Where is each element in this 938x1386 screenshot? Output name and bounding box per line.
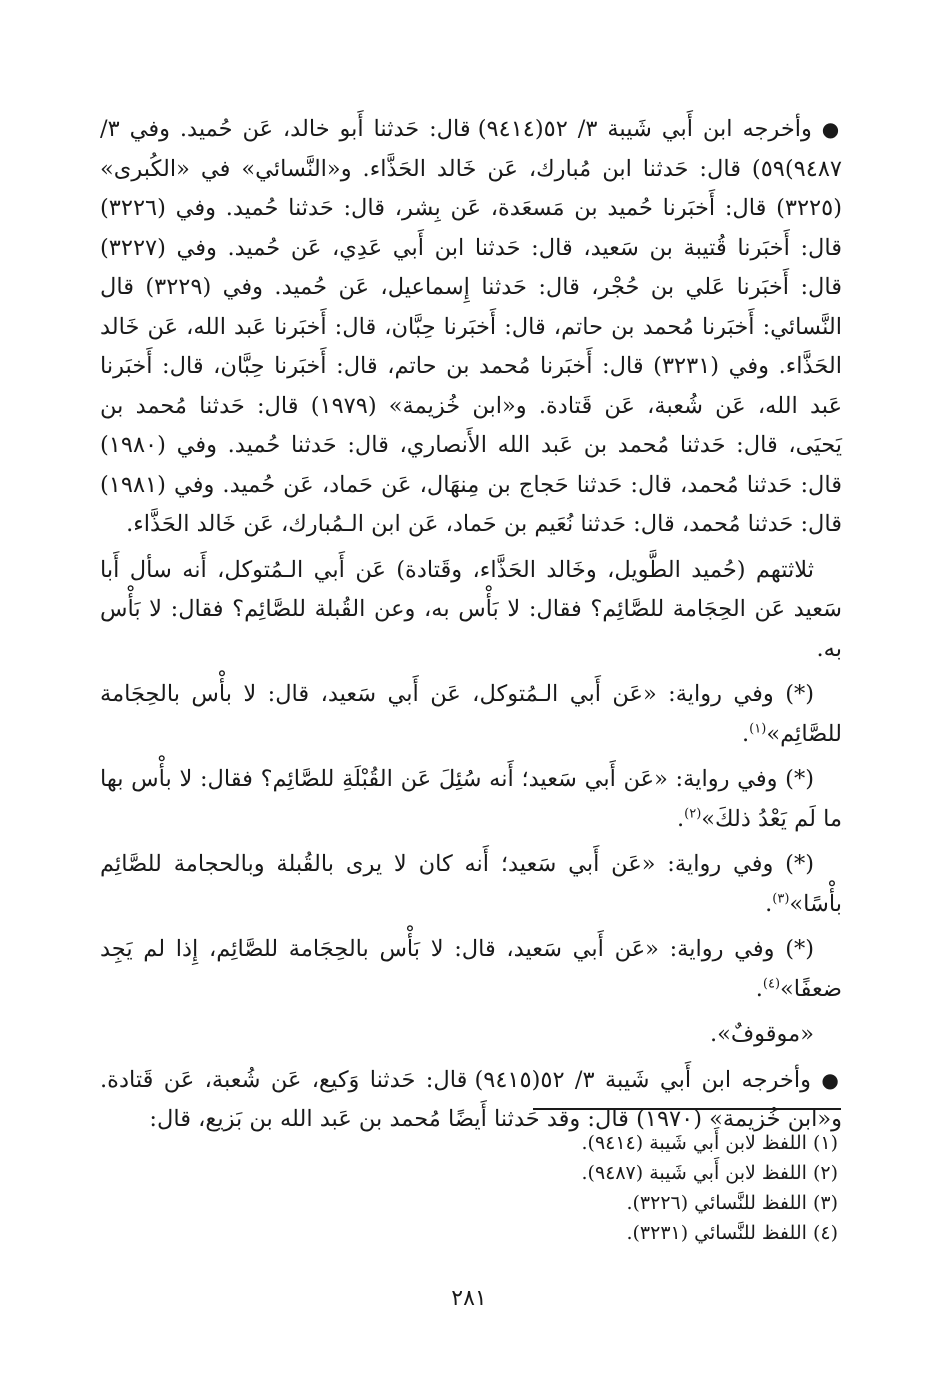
- paragraph-riwaya-1: (*) وفي رواية: «عَن أَبي الـمُتوكل، عَن أَبي سَعيد، قال: لا بأْس بالحِجَامة للصَّائِم»$^{(١)}$.: [100, 681, 842, 747]
- paragraph-hadith-text: ثلاثتهم (حُميد الطَّويل، وخَالد الحَذَّاء، وقَتادة) عَن أَبي الـمُتوكل، أَنه سأل أَبا سَعيد عَن الحِجَامة للصَّائِم؟ فقال: لا بَأْس به، وعن القُبلة للصَّائِم؟ فقال: لا بَأْس به.: [100, 556, 842, 662]
- footnote-1: (١) اللفظ لابن أَبي شَيبة (٩٤١٤).: [581, 1132, 838, 1154]
- footnote-2: (٢) اللفظ لابن أَبي شَيبة (٩٤٨٧).: [581, 1162, 838, 1184]
- footnote-ref: (٢): [684, 806, 702, 821]
- bullet-icon: ●: [821, 117, 842, 141]
- bullet-icon: ●: [821, 1067, 843, 1092]
- riwaya-text: (*) وفي رواية: «عَن أَبي الـمُتوكل، عَن أَبي سَعيد، قال: لا بأْس بالحِجَامة للصَّائِم»: [100, 681, 842, 747]
- footnote-4: (٤) اللفظ للنَّسائي (٣٢٣١).: [626, 1222, 838, 1244]
- paragraph-riwaya-4: (*) وفي رواية: «عَن أَبي سَعيد، قال: لا بَأْس بالحِجَامة للصَّائِم، إِذا لم يَجِد ضعفًا»$^{(٤)}$.: [100, 936, 842, 1002]
- riwaya-text: (*) وفي رواية: «عَن أَبي سَعيد؛ أَنه كان لا يرى بالقُبلة وبالحجامة للصَّائِم بأْسًا»: [100, 851, 842, 917]
- paragraph-text: وأخرجه ابن أَبي شَيبة ٣/ ٥٢(٩٤١٥) قال: حَدثنا وَكيع، عَن شُعبة، عَن قَتادة. و«ابن خُزيمة» (١٩٧٠) قال: وقد حَدثنا أَيضًا مُحمد بن عَبد الله بن بَزيع، قال:: [100, 1066, 842, 1132]
- paragraph-riwaya-3: (*) وفي رواية: «عَن أَبي سَعيد؛ أَنه كان لا يرى بالقُبلة وبالحجامة للصَّائِم بأْسًا»$^{(٣)}$.: [100, 851, 842, 917]
- footnote-ref: (١): [749, 721, 767, 736]
- riwaya-text: (*) وفي رواية: «عَن أَبي سَعيد، قال: لا بَأْس بالحِجَامة للصَّائِم، إِذا لم يَجِد ضعفًا»: [100, 936, 842, 1002]
- paragraph-riwaya-2: (*) وفي رواية: «عَن أَبي سَعيد؛ أَنه سُئِلَ عَن القُبْلَةِ للصَّائِم؟ فقال: لا بأْس بها ما لَم يَعْدُ ذلكَ»$^{(٢)}$.: [100, 766, 842, 832]
- page-body: [100, 110, 842, 1146]
- footnote-ref: (٣): [772, 891, 790, 906]
- footnote-ref: (٤): [762, 976, 781, 991]
- paragraph-mawquf: «موقوفٌ».: [709, 1021, 814, 1047]
- footnote-3: (٣) اللفظ للنَّسائي (٣٢٢٦).: [626, 1192, 838, 1214]
- paragraph-takhrij-1: [100, 110, 842, 545]
- footnotes: [300, 1128, 838, 1248]
- footnote-separator: [533, 1108, 841, 1110]
- riwaya-text: (*) وفي رواية: «عَن أَبي سَعيد؛ أَنه سُئِلَ عَن القُبْلَةِ للصَّائِم؟ فقال: لا بأْس بها ما لَم يَعْدُ ذلكَ»: [100, 766, 842, 832]
- paragraph-text: وأخرجه ابن أَبي شَيبة ٣/ ٥٢(٩٤١٤) قال: حَدثنا أَبو خالد، عَن حُميد. وفي ٣/ ٩٤٨٧)٥٩) قال: حَدثنا ابن مُبارك، عَن خَالد الحَذَّاء. و«النَّسائي» في «الكُبرى» (٣٢٢٥) قال: أَخبَرنا حُميد بن مَسعَدة، عَن بِشر، قال: حَدثنا حُميد. وفي (٣٢٢٦) قال: أَخبَرنا قُتيبة بن سَعيد، قال: حَدثنا ابن أَبي عَدِي، عَن حُميد. وفي (٣٢٢٧) قال: أَخبَرنا عَلي بن حُجْر، قال: حَدثنا إِسماعيل، عَن حُميد. وفي (٣٢٢٩) قال النَّسائي: أَخبَرنا مُحمد بن حاتم، قال: أَخبَرنا حِبَّان، قال: أَخبَرنا عَبد الله، عَن خَالد الحَذَّاء. وفي (٣٢٣١) قال: أَخبَرنا مُحمد بن حاتم، قال: أَخبَرنا حِبَّان، قال: أَخبَرنا عَبد الله، عَن شُعبة، عَن قَتادة. و«ابن خُزيمة» (١٩٧٩) قال: حَدثنا مُحمد بن يَحيَى، قال: حَدثنا مُحمد بن عَبد الله الأَنصاري، قال: حَدثنا حُميد. وفي (١٩٨٠) قال: حَدثنا مُحمد، قال: حَدثنا حَجاج بن مِنهَال، عَن حَماد، عَن حُميد. وفي (١٩٨١) قال: حَدثنا مُحمد، قال: حَدثنا نُعَيم بن حَماد، عَن ابن الـمُبارك، عَن خَالد الحَذَّاء.: [100, 116, 842, 537]
- page-number: ٢٨١: [451, 1286, 487, 1311]
